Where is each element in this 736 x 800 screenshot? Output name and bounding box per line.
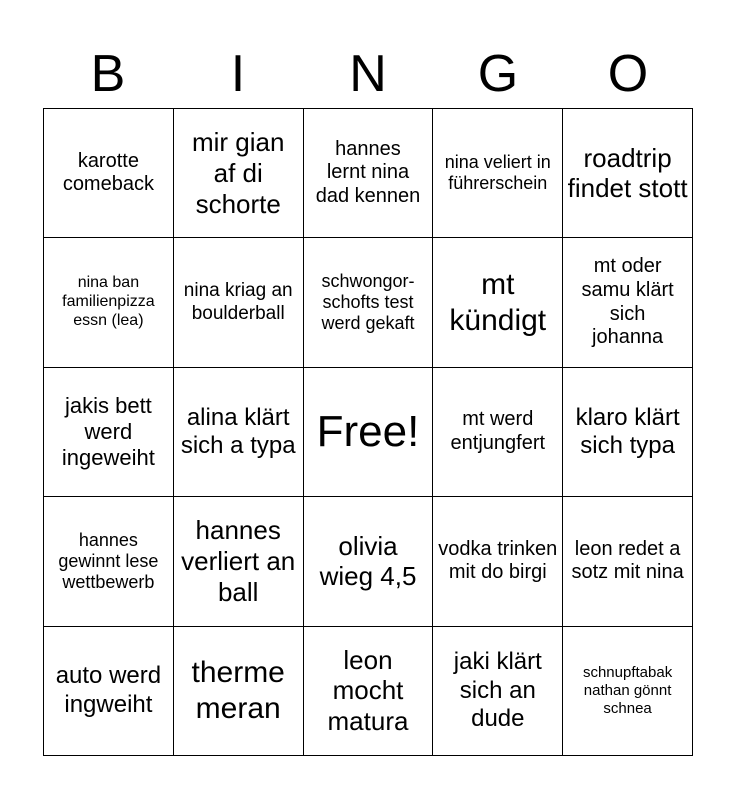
cell-text: jaki klärt sich an dude	[453, 648, 542, 732]
bingo-cell	[44, 368, 174, 497]
cell-text: vodka trinken mit do birgi	[438, 537, 558, 584]
bingo-cell	[44, 109, 174, 238]
bingo-cell	[174, 109, 304, 238]
bingo-cell	[44, 497, 174, 626]
cell-text: auto werd ingweiht	[55, 662, 162, 718]
bingo-cell	[304, 497, 434, 626]
bingo-cell	[433, 627, 563, 756]
bingo-cell	[44, 627, 174, 756]
bingo-header	[43, 40, 693, 108]
bingo-cell	[563, 497, 693, 626]
bingo-cell	[174, 627, 304, 756]
bingo-cell	[563, 109, 693, 238]
bingo-cell	[174, 368, 304, 497]
cell-text: nina kriag an boulderball	[183, 280, 293, 324]
header-letter-b: B	[90, 45, 126, 103]
cell-text: schnupftabak nathan gönnt schnea	[582, 664, 673, 717]
cell-text: roadtrip findet stott	[567, 142, 688, 204]
bingo-cell	[433, 497, 563, 626]
cell-text: mt oder samu klärt sich johanna	[581, 255, 674, 349]
free-space-text: Free!	[316, 407, 420, 457]
bingo-cell	[563, 627, 693, 756]
cell-text: olivia wieg 4,5	[319, 530, 417, 592]
bingo-cell	[433, 368, 563, 497]
cell-text: nina ban familienpizza essn (lea)	[62, 274, 155, 330]
cell-text: mt kündigt	[449, 268, 547, 337]
bingo-cell	[433, 238, 563, 367]
header-letter-g: G	[477, 45, 519, 103]
header-letter-o: O	[607, 45, 649, 103]
bingo-cell	[304, 109, 434, 238]
cell-text: leon mocht matura	[327, 644, 409, 737]
cell-text: hannes lernt nina dad kennen	[315, 137, 421, 207]
cell-text: jakis bett werd ingeweiht	[61, 393, 155, 470]
bingo-cell	[174, 497, 304, 626]
free-space-cell	[304, 368, 434, 497]
bingo-cell	[174, 238, 304, 367]
bingo-cell	[563, 238, 693, 367]
cell-text: mir gian af di schorte	[191, 127, 285, 219]
cell-text: therme meran	[191, 656, 285, 725]
cell-text: klaro klärt sich typa	[575, 403, 680, 459]
cell-text: karotte comeback	[62, 149, 154, 196]
bingo-cell	[44, 238, 174, 367]
cell-text: hannes gewinnt lese wettbewerb	[58, 529, 159, 592]
cell-text: mt werd entjungfert	[450, 408, 546, 454]
cell-text: alina klärt sich a typa	[180, 403, 296, 459]
bingo-cell	[563, 368, 693, 497]
cell-text: hannes verliert an ball	[181, 515, 296, 607]
bingo-cell	[433, 109, 563, 238]
bingo-card	[43, 108, 693, 756]
cell-text: leon redet a sotz mit nina	[571, 537, 684, 584]
cell-text: nina veliert in führerschein	[444, 151, 551, 194]
bingo-cell	[304, 238, 434, 367]
bingo-cell	[304, 627, 434, 756]
cell-text: schwongor-schofts test werd gekaft	[321, 270, 415, 334]
header-letter-n: N	[349, 45, 387, 103]
header-letter-i: I	[230, 45, 246, 103]
